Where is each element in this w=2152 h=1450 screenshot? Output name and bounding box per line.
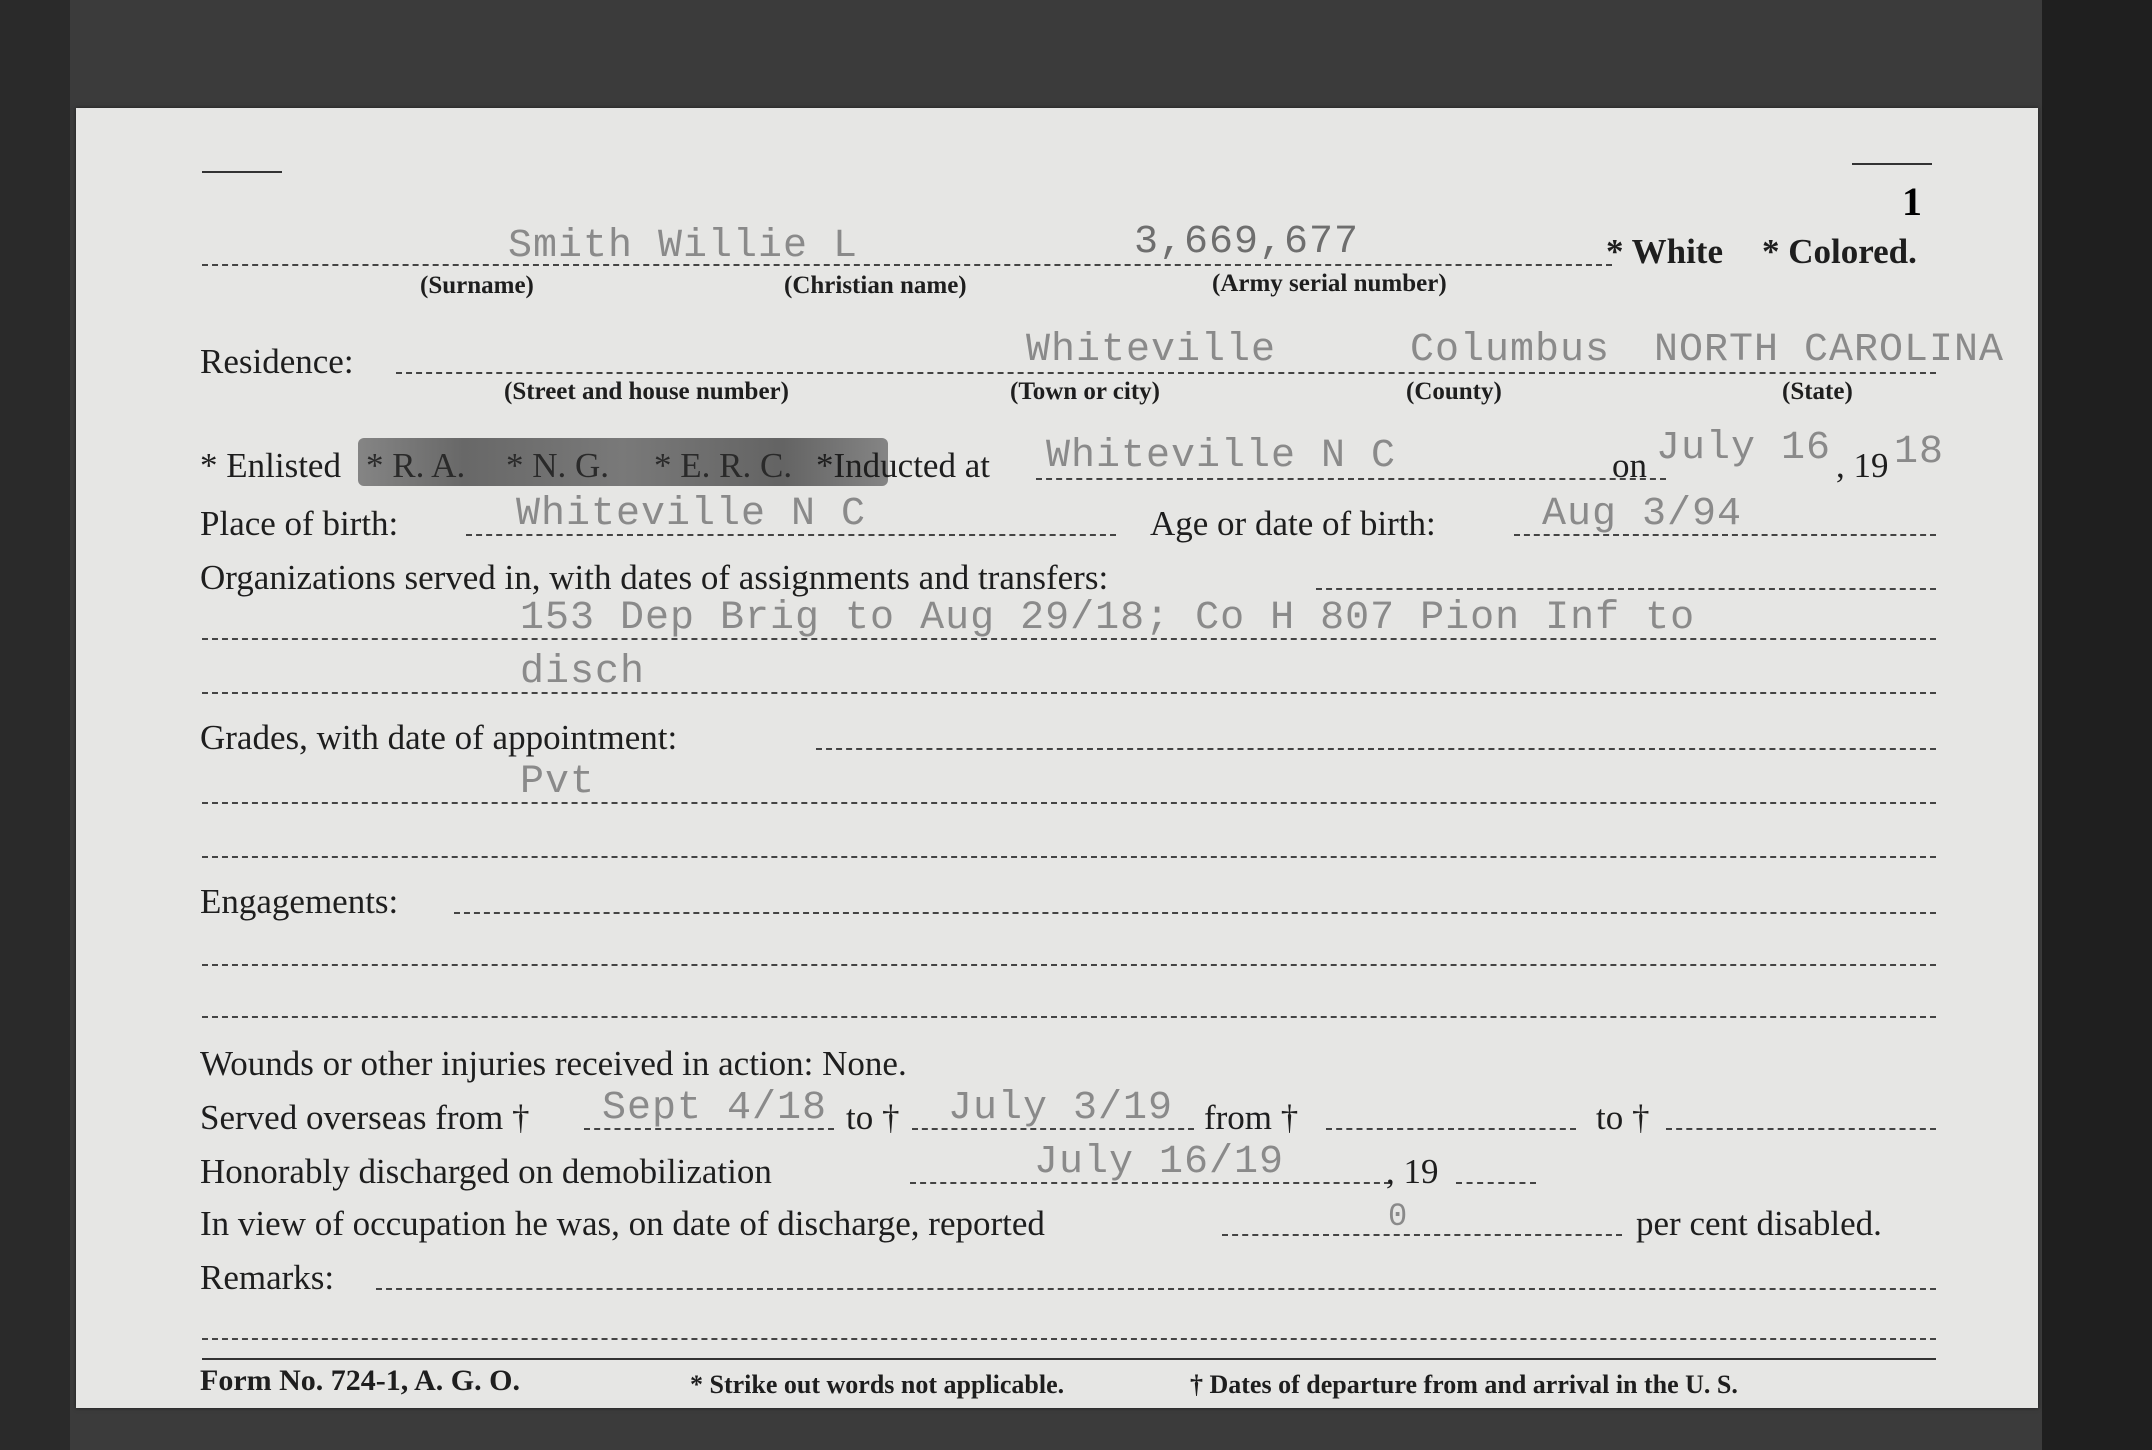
overseas-from2-label: from †: [1204, 1098, 1299, 1137]
erc-option: * E. R. C.: [654, 446, 793, 485]
overseas-from2-line: [1326, 1128, 1576, 1130]
remarks-line-1: [202, 1338, 1936, 1340]
serial-caption: (Army serial number): [1212, 270, 1447, 297]
overseas-to2-label: to †: [1596, 1098, 1650, 1137]
overseas-from: Sept 4/18: [602, 1086, 828, 1131]
card-number: 1: [1902, 179, 1922, 224]
percent-disabled: 0: [1388, 1198, 1409, 1235]
army-serial-number: 3,669,677: [1134, 220, 1360, 265]
disabled-line: [1222, 1234, 1622, 1236]
place-of-birth: Whiteville N C: [516, 492, 867, 537]
induction-year: 18: [1894, 430, 1945, 475]
organizations-text-1: 153 Dep Brig to Aug 29/18; Co H 807 Pion Inf to: [520, 596, 1696, 641]
occupation-label: In view of occupation he was, on date of discharge, reported: [200, 1204, 1045, 1243]
dates-note: † Dates of departure from and arrival in the U. S.: [1190, 1370, 1738, 1399]
white-option: * White: [1606, 232, 1723, 271]
engagements-label: Engagements:: [200, 882, 399, 921]
discharged-label: Honorably discharged on demobilization: [200, 1152, 772, 1191]
discharge-year-prefix: , 19: [1386, 1152, 1439, 1191]
wounds-text: Wounds or other injuries received in action: None.: [200, 1044, 907, 1083]
soldier-name: Smith Willie L: [508, 224, 859, 269]
place-of-birth-label: Place of birth:: [200, 504, 399, 543]
residence-town: Whiteville: [1026, 328, 1277, 373]
colored-option: * Colored.: [1762, 232, 1917, 271]
strike-note: * Strike out words not applicable.: [690, 1370, 1065, 1399]
remarks-label: Remarks:: [200, 1258, 335, 1297]
engagements-line-0: [454, 912, 1936, 914]
form-number: Form No. 724-1, A. G. O.: [200, 1364, 520, 1397]
footer-rule: [202, 1358, 1936, 1360]
organizations-line-2: [202, 692, 1936, 694]
organizations-text-2: disch: [520, 650, 646, 695]
engagements-line-1: [202, 964, 1936, 966]
street-caption: (Street and house number): [504, 378, 789, 405]
grades-line-2: [202, 856, 1936, 858]
grades-line-0: [816, 748, 1936, 750]
service-record-card: [76, 108, 2038, 1408]
residence-label: Residence:: [200, 342, 354, 381]
ra-option: * R. A.: [366, 446, 466, 485]
state-caption: (State): [1782, 378, 1853, 405]
county-caption: (County): [1406, 378, 1502, 405]
per-cent-label: per cent disabled.: [1636, 1204, 1882, 1243]
top-right-rule: [1852, 163, 1932, 165]
age-dob-label: Age or date of birth:: [1150, 504, 1436, 543]
grades-line-1: [202, 802, 1936, 804]
ng-option: * N. G.: [506, 446, 610, 485]
served-overseas-label: Served overseas from †: [200, 1098, 530, 1137]
inducted-at: Whiteville N C: [1046, 434, 1397, 479]
christian-name-caption: (Christian name): [784, 272, 967, 299]
town-caption: (Town or city): [1010, 378, 1160, 405]
overseas-to: July 3/19: [948, 1086, 1174, 1131]
enlisted-label: * Enlisted: [200, 446, 341, 485]
on-label: on: [1612, 446, 1647, 485]
year-prefix: , 19: [1836, 446, 1889, 485]
residence-county: Columbus: [1410, 328, 1611, 373]
remarks-line-0: [376, 1288, 1936, 1290]
induction-date: July 16: [1656, 426, 1832, 471]
grade: Pvt: [520, 760, 596, 805]
surname-caption: (Surname): [420, 272, 534, 299]
inducted-label: *Inducted at: [816, 446, 990, 485]
grades-label: Grades, with date of appointment:: [200, 718, 678, 757]
birth-date: Aug 3/94: [1542, 492, 1743, 537]
organizations-line-0: [1316, 588, 1936, 590]
overseas-to2-line: [1666, 1128, 1936, 1130]
residence-state: NORTH CAROLINA: [1654, 328, 2005, 373]
organizations-label: Organizations served in, with dates of assignments and transfers:: [200, 558, 1109, 597]
engagements-line-2: [202, 1016, 1936, 1018]
name-row-line: [202, 264, 1612, 266]
scanner-edge-left: [0, 0, 70, 1450]
top-left-rule: [202, 171, 282, 173]
overseas-to-label: to †: [846, 1098, 900, 1137]
discharge-year-line: [1456, 1182, 1536, 1184]
scanner-edge-right: [2042, 0, 2152, 1450]
discharge-date: July 16/19: [1034, 1140, 1285, 1185]
